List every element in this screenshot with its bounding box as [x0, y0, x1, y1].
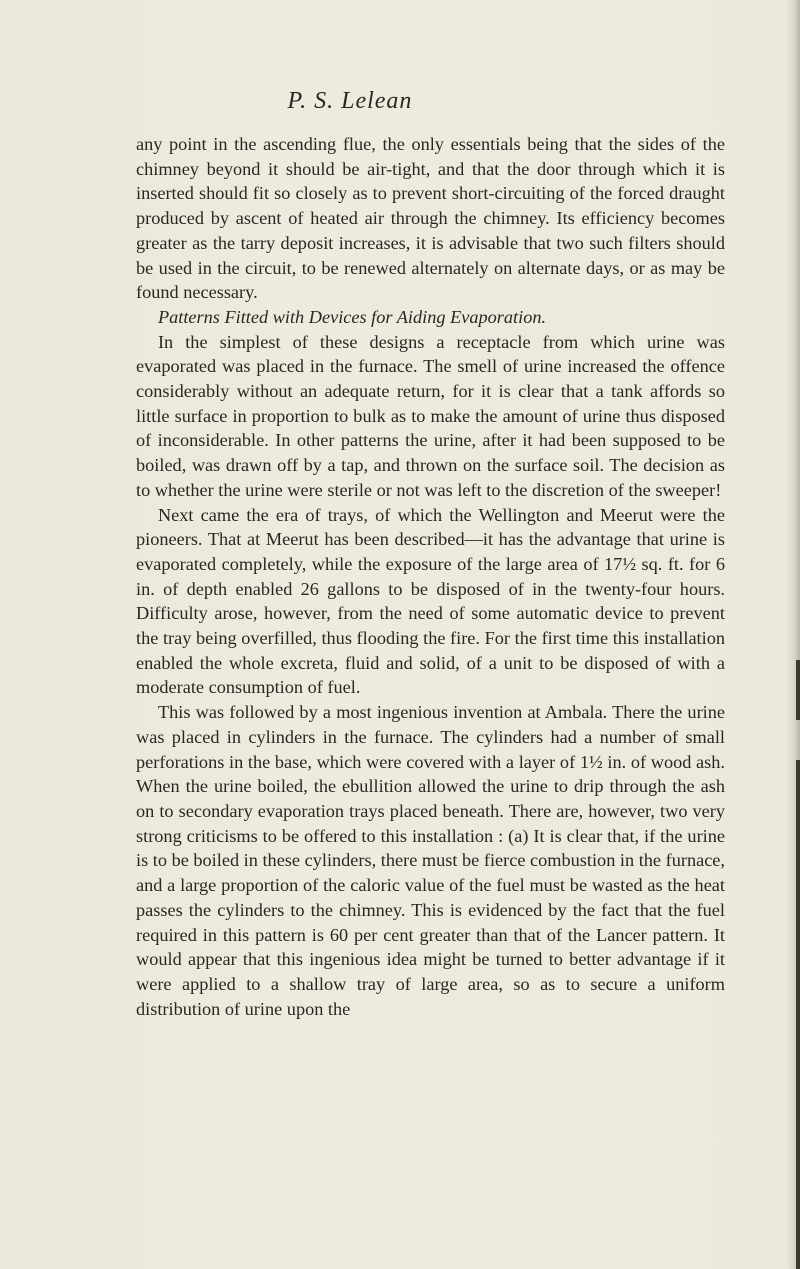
- running-header: P. S. Lelean: [287, 88, 413, 114]
- page-edge-mark: [796, 760, 800, 1269]
- paragraph: This was followed by a most ingenious invention at Ambala. There the urine was placed in cylinders in the furnace. The cylinders had a number of small perforations in the base, which were covered with a layer of 1½ in. of wood ash. When the urine boiled, the ebullition allowed the urine to drip through the ash on to secondary evaporation trays placed beneath. There are, however, two very strong criticisms to be offered to this installation : (a) It is clear that, if the urine is to be boiled in these cylinders, there must be fierce combustion in the furnace, and a large proportion of the caloric value of the fuel must be wasted as the heat passes the cylinders to the chimney. This is evidenced by the fact that the fuel required in this pattern is 60 per cent greater than that of the Lancer pattern. It would appear that this ingenious idea might be turned to better advantage if it were applied to a shallow tray of large area, so as to secure a uniform distribution of urine upon the: [136, 702, 725, 1019]
- section-heading: Patterns Fitted with Devices for Aiding Evaporation.: [157, 306, 547, 327]
- body-text: [136, 132, 725, 1021]
- paragraph: any point in the ascending flue, the only essentials being that the sides of the chimney beyond it should be air-tight, and that the door through which it is inserted should fit so closely as to prevent short-circuiting of the forced draught produced by ascent of heated air through the chimney. Its efficiency becomes greater as the tarry deposit increases, it is advisable that two such filters should be used in the circuit, to be renewed alternately on alternate days, or as may be found necessary.: [136, 134, 725, 303]
- page-edge-mark: [796, 660, 800, 720]
- paragraph: In the simplest of these designs a receptacle from which urine was evaporated was placed in the furnace. The smell of urine increased the offence considerably without an adequate return, for it is clear that a tank affords so little surface in proportion to bulk as to make the amount of urine thus disposed of inconsiderable. In other patterns the urine, after it had been supposed to be boiled, was drawn off by a tap, and thrown on the surface soil. The decision as to whether the urine were sterile or not was left to the discretion of the sweeper!: [136, 331, 725, 500]
- paragraph: Next came the era of trays, of which the Wellington and Meerut were the pioneers. That at Meerut has been described—it has the advantage that urine is evaporated completely, while the exposure of the large area of 17½ sq. ft. for 6 in. of depth enabled 26 gallons to be disposed of in the twenty-four hours. Difficulty arose, however, from the need of some automatic device to prevent the tray being overfilled, thus flooding the fire. For the first time this installation enabled the whole excreta, fluid and solid, of a unit to be disposed of with a moderate consumption of fuel.: [136, 504, 725, 698]
